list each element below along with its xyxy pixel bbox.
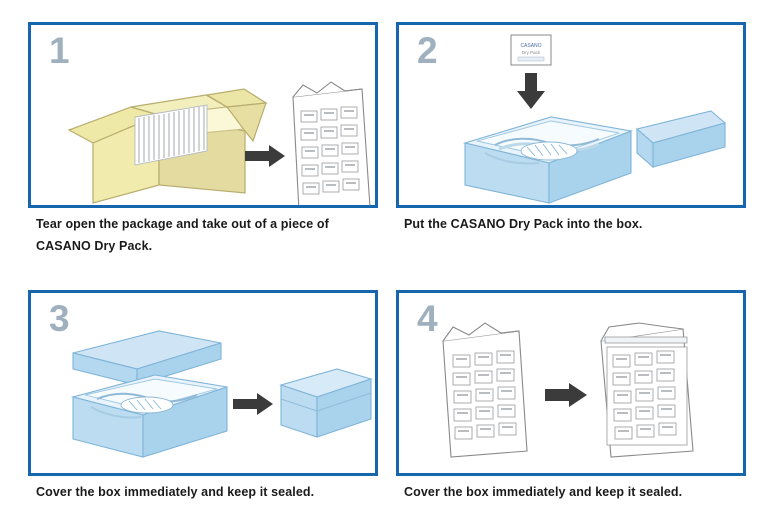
step-3 xyxy=(28,290,378,512)
resealing-dry-pack-bag-illustration xyxy=(399,293,743,473)
step-4-panel xyxy=(396,290,746,476)
step-1-panel xyxy=(28,22,378,208)
steps-grid xyxy=(28,22,746,512)
svg-text:Dry Pack: Dry Pack xyxy=(521,50,541,55)
step-1-caption: Tear open the package and take out of a piece of CASANO Dry Pack. xyxy=(36,217,329,253)
arrow xyxy=(233,393,273,415)
step-3-caption: Cover the box immediately and keep it sealed. xyxy=(36,485,315,499)
step-2 xyxy=(396,22,746,244)
step-2-caption: Put the CASANO Dry Pack into the box. xyxy=(404,217,643,231)
step-2-panel xyxy=(396,22,746,208)
arrow xyxy=(517,73,545,109)
step-4-number: 4 xyxy=(417,298,438,339)
arrow xyxy=(245,145,285,167)
carton-box-with-dry-pack-sheet-illustration xyxy=(31,25,375,205)
step-4-caption: Cover the box immediately and keep it sealed. xyxy=(404,485,683,499)
closing-lid-onto-box-illustration xyxy=(31,293,375,473)
step-3-panel xyxy=(28,290,378,476)
svg-text:CASANO: CASANO xyxy=(520,43,542,49)
step-1-number: 1 xyxy=(49,30,70,71)
dry-pack-dropping-into-open-box-illustration xyxy=(399,25,743,205)
step-2-number: 2 xyxy=(417,30,438,71)
step-4 xyxy=(396,290,746,512)
step-1 xyxy=(28,22,378,253)
step-3-number: 3 xyxy=(49,298,70,339)
arrow xyxy=(545,383,587,407)
